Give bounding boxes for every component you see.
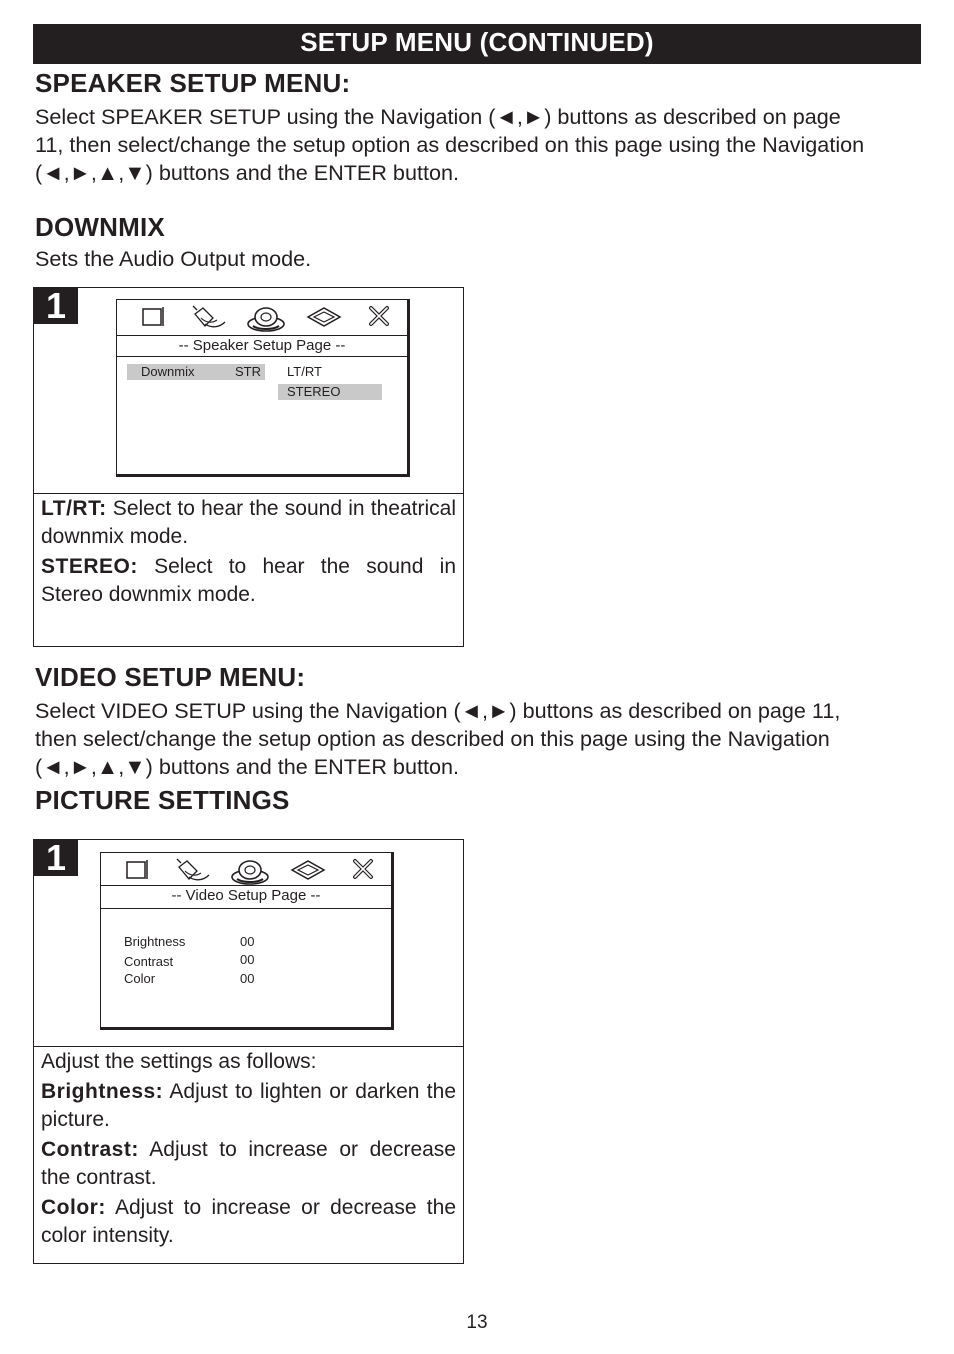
speaker-setup-icon (191, 304, 229, 332)
video-setup-heading: VIDEO SETUP MENU: (35, 662, 306, 692)
downmix-notes (34, 493, 463, 609)
note-term: Brightness: (41, 1080, 164, 1103)
note-text: Select to hear the sound in Stereo downmix mode. (41, 555, 456, 606)
downmix-menu-row[interactable] (127, 364, 265, 380)
color-label[interactable]: Color (124, 971, 156, 986)
option-ltrt[interactable]: LT/RT (287, 364, 322, 379)
audio-setup-icon (245, 304, 287, 334)
picture-intro: Adjust the settings as follows: (41, 1050, 317, 1073)
brightness-label[interactable]: Brightness (124, 934, 186, 949)
speaker-setup-page-title: -- Speaker Setup Page -- (117, 336, 407, 357)
downmix-heading: DOWNMIX (35, 212, 165, 242)
note-brightness (41, 1078, 456, 1134)
picture-settings-heading: PICTURE SETTINGS (35, 785, 290, 815)
brightness-value: 00 (240, 934, 255, 949)
intro-line: Select VIDEO SETUP using the Navigation (◄,►) buttons as described on page 11, (35, 698, 841, 723)
note-stereo (41, 553, 456, 609)
note-term: STEREO: (41, 555, 138, 578)
note-text: Select to hear the sound in theatrical downmix mode. (41, 497, 456, 548)
step-number: 1 (34, 288, 78, 324)
note-contrast (41, 1136, 456, 1192)
general-setup-icon (125, 857, 151, 883)
speaker-setup-icon (175, 857, 213, 885)
intro-line: 11, then select/change the setup option as described on this page using the Navigation (35, 132, 865, 157)
downmix-description: Sets the Audio Output mode. (35, 246, 312, 271)
page-banner: SETUP MENU (CONTINUED) (33, 24, 921, 64)
video-setup-icon (289, 857, 327, 883)
setup-icon-bar (101, 853, 391, 886)
intro-line: Select SPEAKER SETUP using the Navigation (◄,►) buttons as described on page (35, 104, 841, 129)
downmix-value: STR (235, 364, 261, 379)
speaker-setup-heading: SPEAKER SETUP MENU: (35, 68, 351, 98)
speaker-setup-intro (35, 103, 925, 187)
color-value: 00 (240, 971, 255, 986)
speaker-setup-screen (116, 299, 410, 477)
setup-icon-bar (117, 300, 407, 336)
video-setup-page-title: -- Video Setup Page -- (101, 886, 391, 909)
note-ltrt (41, 495, 456, 551)
audio-setup-icon (229, 857, 271, 887)
general-setup-icon (141, 304, 167, 330)
note-term: LT/RT: (41, 497, 107, 520)
page-number: 13 (466, 1312, 488, 1333)
note-color (41, 1194, 456, 1250)
picture-panel (33, 839, 464, 1264)
intro-line: (◄,►,▲,▼) buttons and the ENTER button. (35, 160, 459, 185)
video-setup-intro (35, 697, 925, 781)
video-setup-screen (100, 852, 394, 1030)
note-term: Color: (41, 1196, 106, 1219)
intro-line: (◄,►,▲,▼) buttons and the ENTER button. (35, 754, 459, 779)
downmix-label: Downmix (141, 364, 195, 379)
option-stereo[interactable]: STEREO (278, 384, 382, 400)
note-text: Adjust to increase or decrease the contrast. (41, 1138, 456, 1189)
note-term: Contrast: (41, 1138, 139, 1161)
note-text: Adjust to increase or decrease the color intensity. (41, 1196, 456, 1247)
exit-setup-icon (367, 304, 391, 328)
picture-notes (34, 1046, 463, 1250)
downmix-panel (33, 287, 464, 647)
contrast-label[interactable]: Contrast (124, 954, 174, 969)
note-text: Adjust to lighten or darken the picture. (41, 1080, 456, 1131)
contrast-value: 00 (240, 952, 255, 967)
video-setup-icon (305, 304, 343, 330)
intro-line: then select/change the setup option as described on this page using the Navigation (35, 726, 830, 751)
exit-setup-icon (351, 857, 375, 881)
step-number: 1 (34, 840, 78, 876)
